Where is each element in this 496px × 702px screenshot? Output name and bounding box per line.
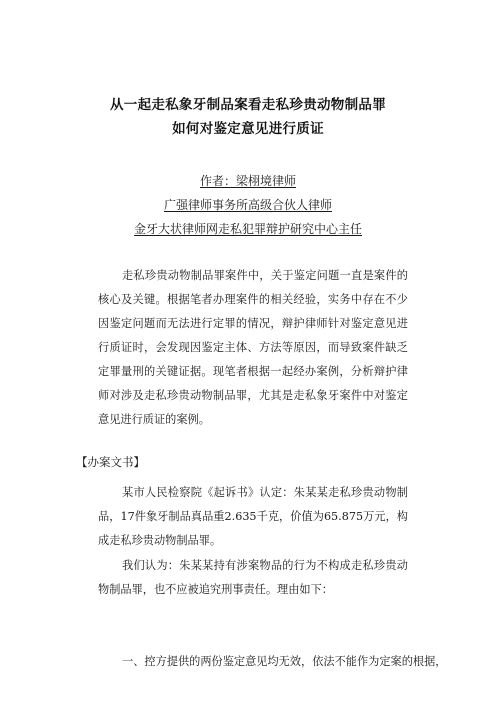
author-role	[0, 196, 496, 213]
author-affiliation-text: 金牙大状律师网走私犯罪辩护研究中心主任	[133, 222, 362, 236]
author-role-text: 广强律师事务所高级合伙人律师	[163, 198, 332, 212]
intro-paragraph: 走私珍贵动物制品罪案件中，关于鉴定问题一直是案件的核心及关键。根据笔者办理案件的相关经验，实务中存在不少因鉴定问题而无法进行定罪的情况，辩护律师针对鉴定意见进行质证时，会发现因鉴定主体、方法等原因，而导致案件缺乏定罪量刑的关键证据。现笔者根据一起经办案例，分析辩护律师对涉及走私珍贵动物制品罪，尤其是走私象牙案件中对鉴定意见进行质证的案例。	[98, 269, 408, 426]
document-title-line-2: 如何对鉴定意见进行质证	[172, 121, 324, 137]
author-byline-text: 作者：梁栩境律师	[199, 174, 296, 188]
point-one-paragraph: 一、控方提供的两份鉴定意见均无效，依法不能作为定案的根据，	[122, 655, 447, 668]
defense-opinion-paragraph: 我们认为：朱某某持有涉案物品的行为不构成走私珍贵动物制品罪，也不应被追究刑事责任。理由如下：	[98, 559, 408, 596]
section-heading: 【办案文书】	[76, 455, 145, 469]
author-byline	[0, 172, 496, 189]
author-affiliation	[0, 220, 496, 237]
document-title-line-1: 从一起走私象牙制品案看走私珍贵动物制品罪	[110, 97, 386, 113]
indictment-paragraph: 某市人民检察院《起诉书》认定：朱某某走私珍贵动物制品，17件象牙制品真品重2.635千克，价值为65.875万元，构成走私珍贵动物制品罪。	[98, 486, 408, 547]
